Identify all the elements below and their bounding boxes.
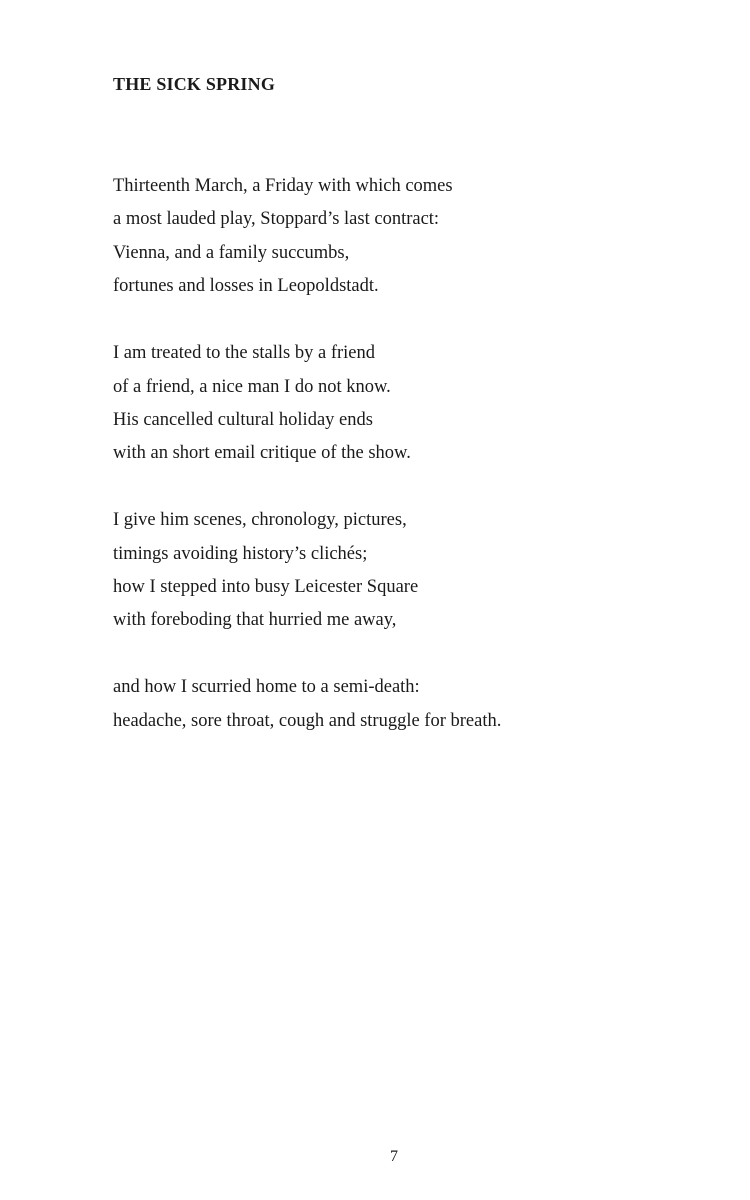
poem-line: and how I scurried home to a semi-death:: [113, 677, 420, 698]
poem-line: of a friend, a nice man I do not know.: [113, 376, 391, 397]
poem-line: how I stepped into busy Leicester Square: [113, 577, 419, 598]
stanza-2: [113, 337, 713, 471]
poem-line: Thirteenth March, a Friday with which comes: [113, 176, 453, 196]
poem-line: I am treated to the stalls by a friend: [113, 343, 375, 364]
poem-line: headache, sore throat, cough and struggle for breath.: [113, 710, 502, 731]
poem-line: with foreboding that hurried me away,: [113, 610, 397, 631]
poem-line: timings avoiding history’s clichés;: [113, 543, 368, 564]
stanza-4: [113, 671, 713, 738]
page-number: 7: [390, 1148, 398, 1165]
stanza-3: [113, 504, 713, 638]
poem-line: with an short email critique of the show.: [113, 443, 411, 464]
poem-title: THE SICK SPRING: [113, 74, 276, 94]
poem-line: a most lauded play, Stoppard’s last contract:: [113, 209, 440, 230]
stanza-1: [113, 170, 713, 304]
poem-line: fortunes and losses in Leopoldstadt.: [113, 276, 379, 297]
poem-line: I give him scenes, chronology, pictures,: [113, 510, 407, 531]
poem-line: His cancelled cultural holiday ends: [113, 409, 373, 430]
poem-line: Vienna, and a family succumbs,: [113, 242, 350, 263]
poem-body: [113, 170, 713, 772]
